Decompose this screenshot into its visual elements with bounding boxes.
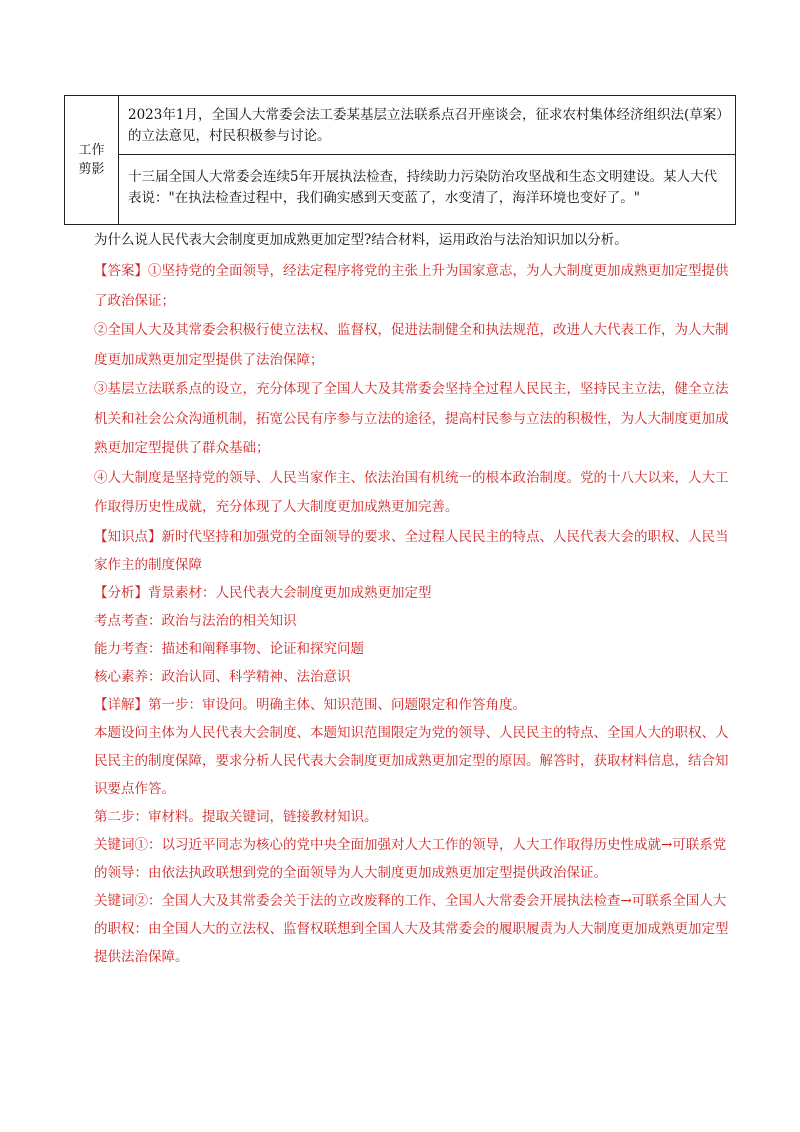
detail-step-2: 第二步：审材料。提取关键词，链接教材知识。 <box>94 808 378 825</box>
analysis-background: 【分析】背景素材：人民代表大会制度更加成熟更加定型 <box>94 584 432 601</box>
table-label-cell <box>65 96 119 224</box>
table-label: 工作剪影 <box>78 143 105 177</box>
analysis-literacy: 核心素养：政治认同、科学精神、法治意识 <box>94 668 351 685</box>
knowledge-points: 【知识点】新时代坚持和加强党的全面领导的要求、全过程人民民主的特点、人民代表大会的职权、人民当家作主的制度保障 <box>94 528 729 573</box>
question-text: 为什么说人民代表大会制度更加成熟更加定型?结合材料，运用政治与法治知识加以分析。 <box>94 232 628 248</box>
detail-keyword-1: 关键词①：以习近平同志为核心的党中央全面加强对人大工作的领导，人大工作取得历史性成就→可联系党的领导：由依法执政联想到党的全面领导为人大制度更加成熟更加定型提供政治保证。 <box>94 836 727 881</box>
material-table <box>64 95 736 225</box>
answer-point-3: ③基层立法联系点的设立，充分体现了全国人大及其常委会坚持全过程人民民主，坚持民主立法，健全立法机关和社会公众沟通机制，拓宽公民有序参与立法的途径，提高村民参与立法的积极性，为人大制度更加成熟更加定型提供了群众基础； <box>94 381 729 456</box>
table-row-2: 十三届全国人大常委会连续5年开展执法检查，持续助力污染防治攻坚战和生态文明建设。某人大代表说："在执法检查过程中，我们确实感到天变蓝了，水变清了，海洋环境也变好了。" <box>128 169 718 206</box>
detail-step-1-body: 本题设问主体为人民代表大会制度、本题知识范围限定为党的领导、人民民主的特点、全国人大的职权、人民民主的制度保障，要求分析人民代表大会制度更加成熟更加定型的原因。解答时，获取材料信息，结合知识要点作答。 <box>94 724 729 797</box>
answer-point-4: ④人大制度是坚持党的领导、人民当家作主、依法治国有机统一的根本政治制度。党的十八大以来，人大工作取得历史性成就，充分体现了人大制度更加成熟更加完善。 <box>94 469 729 515</box>
detail-keyword-2: 关键词②：全国人大及其常委会关于法的立改废释的工作、全国人大常委会开展执法检查→可联系全国人大的职权：由全国人大的立法权、监督权联想到全国人大及其常委会的履职履责为人大制度更加成熟更加定型提供法治保障。 <box>94 892 729 965</box>
table-rows <box>119 96 735 224</box>
analysis-ability: 能力考查：描述和阐释事物、论证和探究问题 <box>94 640 364 657</box>
answer-point-1: 【答案】①坚持党的全面领导，经法定程序将党的主张上升为国家意志，为人大制度更加成熟更加定型提供了政治保证； <box>94 263 729 309</box>
answer-content <box>94 257 732 971</box>
table-row-1: 2023年1月，全国人大常委会法工委某基层立法联系点召开座谈会，征求农村集体经济组织法(草案）的立法意见，村民积极参与讨论。 <box>119 96 735 155</box>
analysis-topic: 考点考查：政治与法治的相关知识 <box>94 612 297 629</box>
answer-point-2: ②全国人大及其常委会积极行使立法权、监督权，促进法制健全和执法规范，改进人大代表工作，为人大制度更加成熟更加定型提供了法治保障； <box>94 322 729 368</box>
detail-step-1: 【详解】第一步：审设问。明确主体、知识范围、问题限定和作答角度。 <box>94 696 526 713</box>
